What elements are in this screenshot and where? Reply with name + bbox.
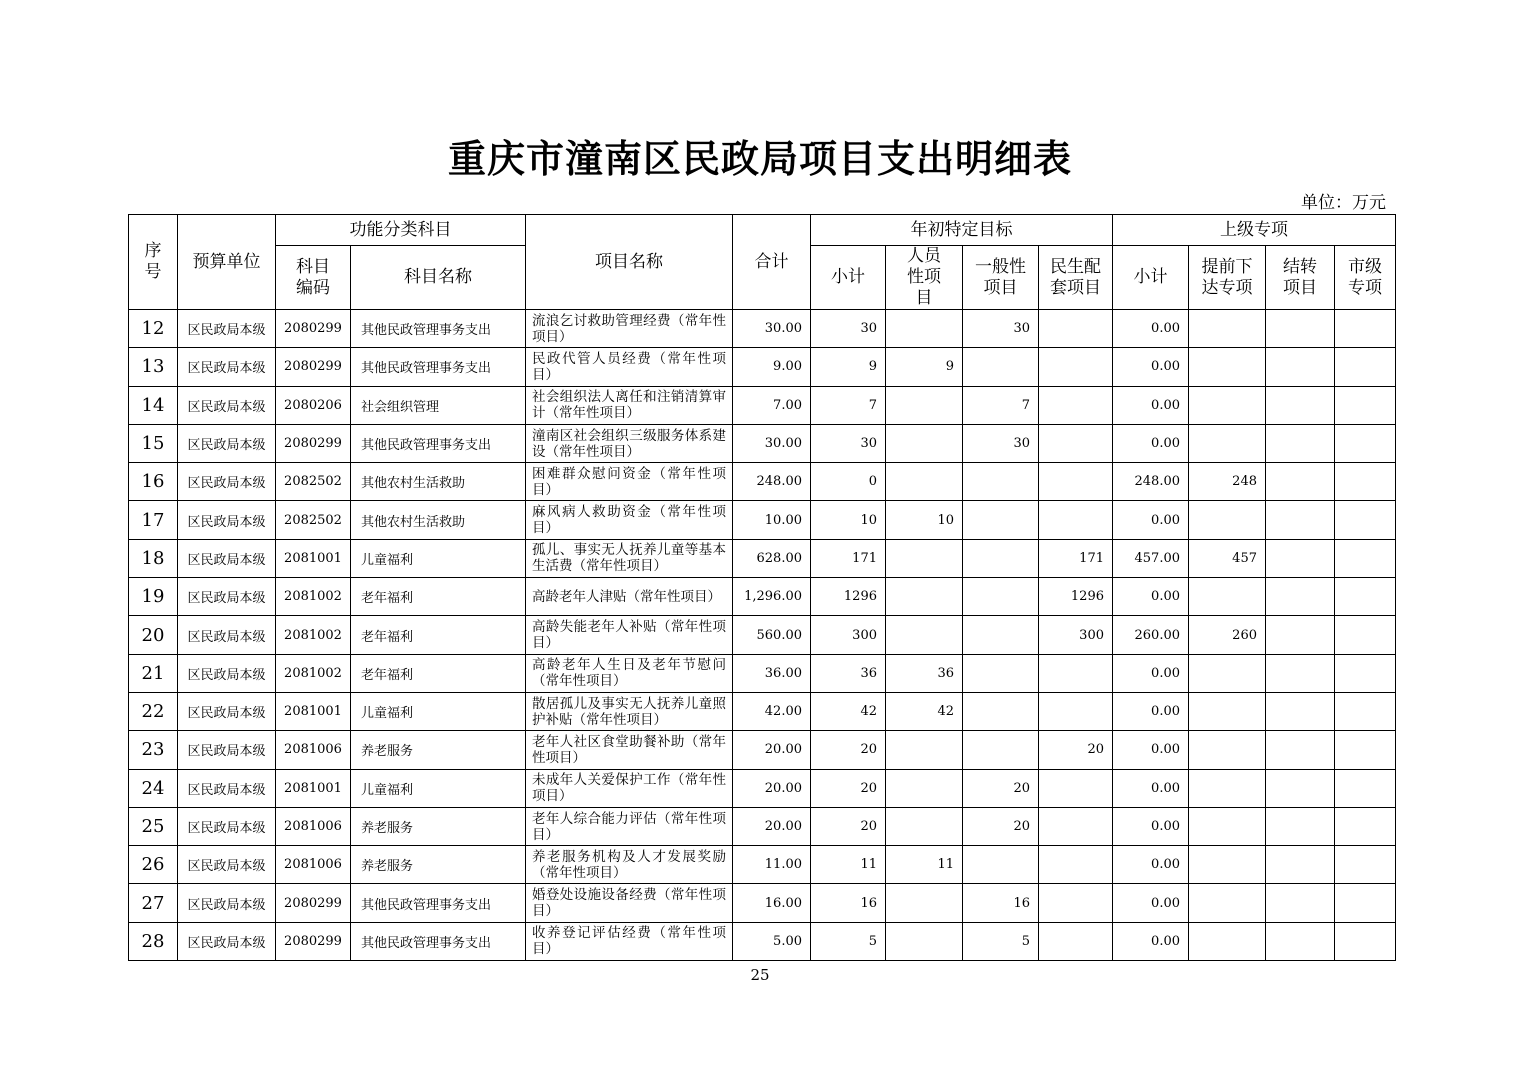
header-func-class: 功能分类科目 <box>276 215 526 246</box>
row-budget-unit: 区民政局本级 <box>178 386 276 424</box>
row-at-general <box>963 539 1039 577</box>
row-budget-unit: 区民政局本级 <box>178 463 276 501</box>
row-sp-advance: 248 <box>1189 463 1266 501</box>
row-at-livelihood <box>1039 501 1113 539</box>
row-subject-code: 2081001 <box>276 539 351 577</box>
row-sp-advance <box>1189 846 1266 884</box>
row-sp-advance <box>1189 424 1266 462</box>
header-sp-advance: 提前下达专项 <box>1189 246 1266 310</box>
row-seq: 15 <box>129 424 178 462</box>
table-row <box>129 846 1396 884</box>
table-row <box>129 769 1396 807</box>
row-sp-carryover <box>1266 922 1335 960</box>
row-sp-carryover <box>1266 463 1335 501</box>
row-sp-subtotal: 0.00 <box>1113 807 1189 845</box>
row-project-name: 民政代管人员经费（常年性项目） <box>526 348 733 386</box>
row-subject-code: 2082502 <box>276 501 351 539</box>
row-at-subtotal: 7 <box>811 386 886 424</box>
expenditure-table <box>128 214 1396 961</box>
row-at-general: 16 <box>963 884 1039 922</box>
row-budget-unit: 区民政局本级 <box>178 731 276 769</box>
row-seq: 20 <box>129 616 178 654</box>
row-seq: 17 <box>129 501 178 539</box>
row-subject-code: 2081002 <box>276 654 351 692</box>
row-sp-city <box>1335 731 1396 769</box>
row-seq: 27 <box>129 884 178 922</box>
row-at-subtotal: 1296 <box>811 578 886 616</box>
row-sp-advance <box>1189 731 1266 769</box>
row-sp-advance <box>1189 386 1266 424</box>
row-sp-city <box>1335 463 1396 501</box>
row-sp-advance: 457 <box>1189 539 1266 577</box>
row-sp-city <box>1335 769 1396 807</box>
row-subject-name: 养老服务 <box>351 807 526 845</box>
row-total: 42.00 <box>733 692 811 730</box>
row-sp-carryover <box>1266 310 1335 348</box>
row-project-name: 收养登记评估经费（常年性项目） <box>526 922 733 960</box>
row-at-livelihood <box>1039 807 1113 845</box>
row-sp-advance <box>1189 578 1266 616</box>
row-total: 30.00 <box>733 424 811 462</box>
row-budget-unit: 区民政局本级 <box>178 578 276 616</box>
row-subject-name: 其他农村生活救助 <box>351 463 526 501</box>
row-subject-name: 老年福利 <box>351 616 526 654</box>
row-at-personnel <box>886 424 963 462</box>
row-sp-city <box>1335 654 1396 692</box>
row-subject-name: 养老服务 <box>351 846 526 884</box>
row-project-name: 高龄老年人生日及老年节慰问（常年性项目） <box>526 654 733 692</box>
row-sp-city <box>1335 692 1396 730</box>
row-total: 10.00 <box>733 501 811 539</box>
row-total: 20.00 <box>733 807 811 845</box>
row-subject-name: 儿童福利 <box>351 539 526 577</box>
row-at-general <box>963 616 1039 654</box>
row-seq: 22 <box>129 692 178 730</box>
row-seq: 26 <box>129 846 178 884</box>
row-sp-advance <box>1189 654 1266 692</box>
header-at-general: 一般性项目 <box>963 246 1039 310</box>
row-budget-unit: 区民政局本级 <box>178 348 276 386</box>
row-at-subtotal: 9 <box>811 348 886 386</box>
row-sp-carryover <box>1266 654 1335 692</box>
row-total: 30.00 <box>733 310 811 348</box>
row-project-name: 社会组织法人离任和注销清算审计（常年性项目） <box>526 386 733 424</box>
row-at-general: 30 <box>963 310 1039 348</box>
row-subject-name: 其他农村生活救助 <box>351 501 526 539</box>
row-sp-subtotal: 0.00 <box>1113 692 1189 730</box>
row-project-name: 老年人综合能力评估（常年性项目） <box>526 807 733 845</box>
row-total: 11.00 <box>733 846 811 884</box>
row-sp-city <box>1335 539 1396 577</box>
table-row <box>129 463 1396 501</box>
table-row <box>129 884 1396 922</box>
row-budget-unit: 区民政局本级 <box>178 769 276 807</box>
row-sp-carryover <box>1266 769 1335 807</box>
row-total: 5.00 <box>733 922 811 960</box>
row-at-general <box>963 348 1039 386</box>
row-project-name: 养老服务机构及人才发展奖励（常年性项目） <box>526 846 733 884</box>
row-seq: 24 <box>129 769 178 807</box>
table-row <box>129 616 1396 654</box>
row-at-subtotal: 36 <box>811 654 886 692</box>
row-sp-subtotal: 0.00 <box>1113 310 1189 348</box>
row-at-livelihood <box>1039 310 1113 348</box>
header-project-name: 项目名称 <box>526 215 733 310</box>
row-at-livelihood <box>1039 846 1113 884</box>
row-sp-advance <box>1189 348 1266 386</box>
row-total: 628.00 <box>733 539 811 577</box>
row-budget-unit: 区民政局本级 <box>178 692 276 730</box>
row-subject-code: 2081006 <box>276 846 351 884</box>
row-at-subtotal: 20 <box>811 731 886 769</box>
row-project-name: 高龄老年人津贴（常年性项目） <box>526 578 733 616</box>
header-annual-target: 年初特定目标 <box>811 215 1113 246</box>
row-at-personnel: 42 <box>886 692 963 730</box>
row-sp-subtotal: 0.00 <box>1113 922 1189 960</box>
row-sp-carryover <box>1266 846 1335 884</box>
header-sp-carryover: 结转项目 <box>1266 246 1335 310</box>
header-seq: 序号 <box>129 215 178 310</box>
header-subject-name: 科目名称 <box>351 246 526 310</box>
row-sp-carryover <box>1266 348 1335 386</box>
row-at-general <box>963 654 1039 692</box>
row-at-subtotal: 0 <box>811 463 886 501</box>
row-sp-city <box>1335 846 1396 884</box>
row-at-livelihood: 171 <box>1039 539 1113 577</box>
row-sp-carryover <box>1266 884 1335 922</box>
row-project-name: 散居孤儿及事实无人抚养儿童照护补贴（常年性项目） <box>526 692 733 730</box>
row-subject-code: 2081001 <box>276 692 351 730</box>
row-at-personnel <box>886 616 963 654</box>
table-row <box>129 922 1396 960</box>
row-sp-subtotal: 0.00 <box>1113 884 1189 922</box>
row-at-personnel <box>886 769 963 807</box>
row-at-livelihood: 1296 <box>1039 578 1113 616</box>
row-sp-advance <box>1189 310 1266 348</box>
row-sp-advance <box>1189 884 1266 922</box>
row-subject-name: 其他民政管理事务支出 <box>351 310 526 348</box>
row-at-personnel <box>886 310 963 348</box>
row-sp-subtotal: 0.00 <box>1113 846 1189 884</box>
row-at-subtotal: 10 <box>811 501 886 539</box>
row-subject-name: 其他民政管理事务支出 <box>351 884 526 922</box>
row-sp-carryover <box>1266 578 1335 616</box>
row-at-subtotal: 42 <box>811 692 886 730</box>
row-at-livelihood <box>1039 922 1113 960</box>
row-at-personnel <box>886 386 963 424</box>
row-at-general: 20 <box>963 769 1039 807</box>
row-total: 16.00 <box>733 884 811 922</box>
row-at-personnel <box>886 463 963 501</box>
row-at-subtotal: 171 <box>811 539 886 577</box>
row-total: 20.00 <box>733 769 811 807</box>
row-at-subtotal: 30 <box>811 424 886 462</box>
row-seq: 25 <box>129 807 178 845</box>
header-subject-code: 科目编码 <box>276 246 351 310</box>
table-row <box>129 310 1396 348</box>
row-subject-code: 2082502 <box>276 463 351 501</box>
row-sp-carryover <box>1266 501 1335 539</box>
row-at-subtotal: 5 <box>811 922 886 960</box>
row-total: 560.00 <box>733 616 811 654</box>
table-row <box>129 654 1396 692</box>
row-at-personnel <box>886 731 963 769</box>
row-budget-unit: 区民政局本级 <box>178 846 276 884</box>
row-total: 248.00 <box>733 463 811 501</box>
row-sp-advance <box>1189 807 1266 845</box>
row-seq: 18 <box>129 539 178 577</box>
row-subject-code: 2081001 <box>276 769 351 807</box>
row-sp-advance <box>1189 769 1266 807</box>
row-budget-unit: 区民政局本级 <box>178 310 276 348</box>
row-seq: 13 <box>129 348 178 386</box>
row-sp-city <box>1335 807 1396 845</box>
row-sp-advance <box>1189 501 1266 539</box>
table-row <box>129 348 1396 386</box>
table-row <box>129 731 1396 769</box>
row-at-general <box>963 501 1039 539</box>
row-seq: 21 <box>129 654 178 692</box>
row-subject-code: 2080299 <box>276 348 351 386</box>
row-project-name: 流浪乞讨救助管理经费（常年性项目） <box>526 310 733 348</box>
row-sp-carryover <box>1266 539 1335 577</box>
row-subject-code: 2081002 <box>276 616 351 654</box>
row-at-personnel: 36 <box>886 654 963 692</box>
row-at-livelihood <box>1039 424 1113 462</box>
row-at-livelihood: 20 <box>1039 731 1113 769</box>
row-sp-subtotal: 0.00 <box>1113 731 1189 769</box>
row-sp-carryover <box>1266 386 1335 424</box>
row-sp-city <box>1335 922 1396 960</box>
row-sp-subtotal: 0.00 <box>1113 348 1189 386</box>
row-at-livelihood <box>1039 386 1113 424</box>
row-seq: 28 <box>129 922 178 960</box>
row-seq: 12 <box>129 310 178 348</box>
table-row <box>129 578 1396 616</box>
row-subject-name: 儿童福利 <box>351 692 526 730</box>
row-at-personnel: 9 <box>886 348 963 386</box>
row-subject-name: 其他民政管理事务支出 <box>351 348 526 386</box>
table-row <box>129 424 1396 462</box>
page-number: 25 <box>750 966 770 984</box>
row-total: 1,296.00 <box>733 578 811 616</box>
row-project-name: 婚登处设施设备经费（常年性项目） <box>526 884 733 922</box>
row-sp-advance: 260 <box>1189 616 1266 654</box>
row-sp-city <box>1335 578 1396 616</box>
row-sp-city <box>1335 424 1396 462</box>
header-at-livelihood: 民生配套项目 <box>1039 246 1113 310</box>
row-sp-subtotal: 0.00 <box>1113 501 1189 539</box>
row-at-personnel: 10 <box>886 501 963 539</box>
row-sp-subtotal: 260.00 <box>1113 616 1189 654</box>
row-sp-city <box>1335 501 1396 539</box>
row-sp-carryover <box>1266 424 1335 462</box>
row-sp-carryover <box>1266 616 1335 654</box>
row-at-general <box>963 731 1039 769</box>
row-sp-subtotal: 0.00 <box>1113 386 1189 424</box>
row-sp-subtotal: 457.00 <box>1113 539 1189 577</box>
row-subject-name: 养老服务 <box>351 731 526 769</box>
row-budget-unit: 区民政局本级 <box>178 922 276 960</box>
header-sp-subtotal: 小计 <box>1113 246 1189 310</box>
row-sp-carryover <box>1266 807 1335 845</box>
row-at-livelihood <box>1039 692 1113 730</box>
row-subject-name: 老年福利 <box>351 654 526 692</box>
row-sp-subtotal: 0.00 <box>1113 769 1189 807</box>
row-subject-code: 2081002 <box>276 578 351 616</box>
row-at-general: 20 <box>963 807 1039 845</box>
row-budget-unit: 区民政局本级 <box>178 654 276 692</box>
row-budget-unit: 区民政局本级 <box>178 616 276 654</box>
row-sp-subtotal: 0.00 <box>1113 424 1189 462</box>
table-row <box>129 501 1396 539</box>
row-subject-code: 2080299 <box>276 424 351 462</box>
row-at-livelihood <box>1039 348 1113 386</box>
row-subject-name: 儿童福利 <box>351 769 526 807</box>
row-total: 7.00 <box>733 386 811 424</box>
row-subject-code: 2080299 <box>276 922 351 960</box>
table-row <box>129 386 1396 424</box>
row-subject-code: 2080206 <box>276 386 351 424</box>
row-budget-unit: 区民政局本级 <box>178 424 276 462</box>
row-sp-city <box>1335 310 1396 348</box>
row-seq: 19 <box>129 578 178 616</box>
row-sp-city <box>1335 348 1396 386</box>
row-seq: 23 <box>129 731 178 769</box>
row-at-general: 7 <box>963 386 1039 424</box>
row-at-livelihood: 300 <box>1039 616 1113 654</box>
row-project-name: 老年人社区食堂助餐补助（常年性项目） <box>526 731 733 769</box>
row-subject-name: 社会组织管理 <box>351 386 526 424</box>
row-at-personnel <box>886 922 963 960</box>
page-title: 重庆市潼南区民政局项目支出明细表 <box>447 136 1072 181</box>
row-subject-name: 老年福利 <box>351 578 526 616</box>
row-budget-unit: 区民政局本级 <box>178 807 276 845</box>
row-subject-code: 2080299 <box>276 310 351 348</box>
row-at-subtotal: 20 <box>811 769 886 807</box>
row-total: 36.00 <box>733 654 811 692</box>
row-sp-subtotal: 0.00 <box>1113 654 1189 692</box>
header-sp-city: 市级专项 <box>1335 246 1396 310</box>
row-sp-subtotal: 248.00 <box>1113 463 1189 501</box>
header-at-personnel: 人员性项目 <box>886 246 963 310</box>
row-at-subtotal: 20 <box>811 807 886 845</box>
row-budget-unit: 区民政局本级 <box>178 501 276 539</box>
row-at-personnel <box>886 807 963 845</box>
row-subject-code: 2081006 <box>276 731 351 769</box>
row-at-general <box>963 578 1039 616</box>
row-at-general <box>963 846 1039 884</box>
row-seq: 16 <box>129 463 178 501</box>
row-at-personnel <box>886 539 963 577</box>
row-at-personnel: 11 <box>886 846 963 884</box>
row-subject-code: 2080299 <box>276 884 351 922</box>
row-total: 20.00 <box>733 731 811 769</box>
row-project-name: 潼南区社会组织三级服务体系建设（常年性项目） <box>526 424 733 462</box>
row-at-livelihood <box>1039 884 1113 922</box>
row-at-livelihood <box>1039 769 1113 807</box>
row-sp-advance <box>1189 692 1266 730</box>
row-at-personnel <box>886 884 963 922</box>
row-sp-advance <box>1189 922 1266 960</box>
row-at-general: 30 <box>963 424 1039 462</box>
row-budget-unit: 区民政局本级 <box>178 539 276 577</box>
header-at-subtotal: 小计 <box>811 246 886 310</box>
row-at-subtotal: 300 <box>811 616 886 654</box>
table-row <box>129 539 1396 577</box>
row-at-personnel <box>886 578 963 616</box>
row-total: 9.00 <box>733 348 811 386</box>
row-sp-subtotal: 0.00 <box>1113 578 1189 616</box>
unit-label: 单位：万元 <box>1301 193 1386 213</box>
row-seq: 14 <box>129 386 178 424</box>
row-at-subtotal: 11 <box>811 846 886 884</box>
row-sp-carryover <box>1266 692 1335 730</box>
row-sp-carryover <box>1266 731 1335 769</box>
row-subject-name: 其他民政管理事务支出 <box>351 424 526 462</box>
header-total: 合计 <box>733 215 811 310</box>
row-at-subtotal: 16 <box>811 884 886 922</box>
row-sp-city <box>1335 884 1396 922</box>
table-row <box>129 692 1396 730</box>
row-at-general <box>963 692 1039 730</box>
row-project-name: 高龄失能老年人补贴（常年性项目） <box>526 616 733 654</box>
row-project-name: 未成年人关爱保护工作（常年性项目） <box>526 769 733 807</box>
row-project-name: 麻风病人救助资金（常年性项目） <box>526 501 733 539</box>
row-at-livelihood <box>1039 654 1113 692</box>
row-at-general <box>963 463 1039 501</box>
row-project-name: 孤儿、事实无人抚养儿童等基本生活费（常年性项目） <box>526 539 733 577</box>
row-subject-code: 2081006 <box>276 807 351 845</box>
row-sp-city <box>1335 616 1396 654</box>
row-at-general: 5 <box>963 922 1039 960</box>
table-row <box>129 807 1396 845</box>
row-at-livelihood <box>1039 463 1113 501</box>
row-at-subtotal: 30 <box>811 310 886 348</box>
row-subject-name: 其他民政管理事务支出 <box>351 922 526 960</box>
row-sp-city <box>1335 386 1396 424</box>
row-budget-unit: 区民政局本级 <box>178 884 276 922</box>
row-project-name: 困难群众慰问资金（常年性项目） <box>526 463 733 501</box>
header-budget-unit: 预算单位 <box>178 215 276 310</box>
header-superior: 上级专项 <box>1113 215 1396 246</box>
